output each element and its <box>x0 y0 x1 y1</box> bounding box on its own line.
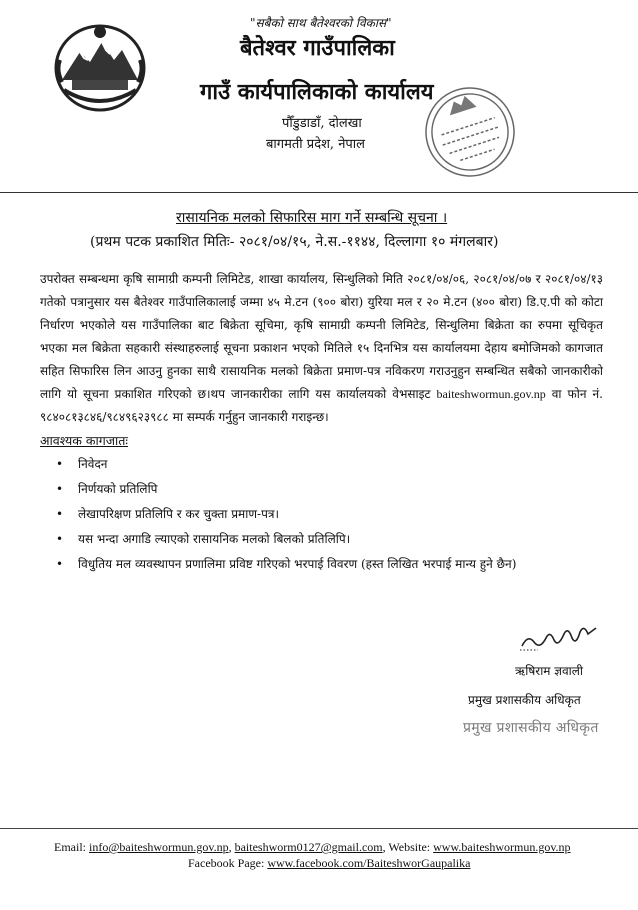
footer-divider <box>0 828 638 829</box>
email-link-secondary[interactable]: baiteshworm0127@gmail.com <box>234 840 383 854</box>
footer-facebook <box>188 856 470 871</box>
email-link-primary[interactable]: info@baiteshwormun.gov.np <box>89 840 229 854</box>
list-item: • निवेदन <box>40 452 516 477</box>
address-line-2: बागमती प्रदेश, नेपाल <box>266 137 365 152</box>
bullet-icon: • <box>56 507 64 521</box>
office-name: गाउँ कार्यपालिकाको कार्यालय <box>200 79 434 105</box>
list-item: • लेखापरिक्षण प्रतिलिपि र कर चुक्ता प्रमाण-पत्र। <box>40 502 516 527</box>
website-link[interactable]: www.baiteshwormun.gov.np <box>433 840 571 854</box>
list-item: • निर्णयको प्रतिलिपि <box>40 477 516 502</box>
published-date: (प्रथम पटक प्रकाशित मितिः- २०८१/०४/१५, ने.स.-११४४, दिल्लागा १० मंगलबार) <box>90 234 499 250</box>
address-line-1: पौँडुडाडाँ, दोलखा <box>282 116 362 131</box>
inline-website: baiteshwormun.gov.np <box>436 387 546 401</box>
signer-name: ऋषिराम ज्ञवाली <box>515 664 584 678</box>
required-docs-list <box>40 452 516 577</box>
header-divider <box>0 192 638 193</box>
list-item: • विधुतिय मल व्यवस्थापन प्रणालिमा प्रविष्ट गरिएको भरपाई विवरण (हस्त लिखित भरपाई मान्य हुने छैन) <box>40 552 516 577</box>
bullet-icon: • <box>56 482 64 496</box>
bullet-icon: • <box>56 457 64 471</box>
website-label: Website: <box>388 840 431 854</box>
bullet-icon: • <box>56 532 64 546</box>
nepal-emblem-icon <box>50 20 150 115</box>
handwritten-signature <box>518 620 600 656</box>
notice-body-text-2: वा फोन नं. ९८४०८१३८४६/९८४९६२३९८८ मा सम्पर्क गर्नुहुन जानकारी गराइन्छ। <box>40 387 603 424</box>
designation-stamp: प्रमुख प्रशासकीय अधिकृत <box>463 720 599 736</box>
notice-subject: रासायनिक मलको सिफारिस माग गर्ने सम्बन्धि सूचना । <box>176 210 448 226</box>
tagline: "सबैको साथ बैतेश्वरको विकास" <box>250 16 392 30</box>
required-docs-heading: आवश्यक कागजातः <box>40 433 128 448</box>
email-label: Email: <box>54 840 86 854</box>
organization-name: बैतेश्वर गाउँपालिका <box>240 35 395 61</box>
office-stamp-icon <box>418 80 522 184</box>
list-item: • यस भन्दा अगाडि ल्याएको रासायनिक मलको बिलको प्रतिलिपि। <box>40 527 516 552</box>
notice-body <box>40 268 603 429</box>
facebook-link[interactable]: www.facebook.com/BaiteshworGaupalika <box>267 856 471 870</box>
bullet-icon: • <box>56 557 64 571</box>
notice-body-text-1: उपरोक्त सम्बन्धमा कृषि सामाग्री कम्पनी लिमिटेड, शाखा कार्यालय, सिन्धुलिको मिति २०८१/०४/०६, २०८१/०४/०७ र २०८१/०४/१३ गतेको पत्रानुसार यस बैतेश्वर गाउँपालिकालाई जम्मा ४५ मे.टन (९०० बोरा) युरिया मल र २० मे.टन (४०० बोरा) डि.ए.पी को कोटा निर्धारण भएकोले यस गाउँपालिका बाट बिक्रेता सूचिमा, कृषि सामाग्री कम्पनी लिमिटेड, सिन्धुलिमा बिक्रेता का रुपमा सूचिकृत भएका मल बिक्रेता सहकारी संस्थाहरुलाई सूचना प्रकाशन भएको मितिले १५ दिनभित्र यस कार्यालयमा देहाय बमोजिमको कागजात सहित सिफारिस लिन आउनु हुनका साथै रासायनिक मलको बिक्रेता प्रमाण-पत्र नविकरण गराउनुहुन सम्बन्धित सबैको जानकारीको लागि यो सूचना प्रकाशित गरिएको छ।थप जानकारीका लागि यस कार्यालयको वेभसाइट <box>40 272 603 401</box>
facebook-label: Facebook Page: <box>188 856 265 870</box>
footer-contacts: Email: info@baiteshwormun.gov.np, baiteshworm0127@gmail.com, Website: www.baiteshwormun.gov.np <box>54 840 571 854</box>
signer-title: प्रमुख प्रशासकीय अधिकृत <box>468 693 581 707</box>
